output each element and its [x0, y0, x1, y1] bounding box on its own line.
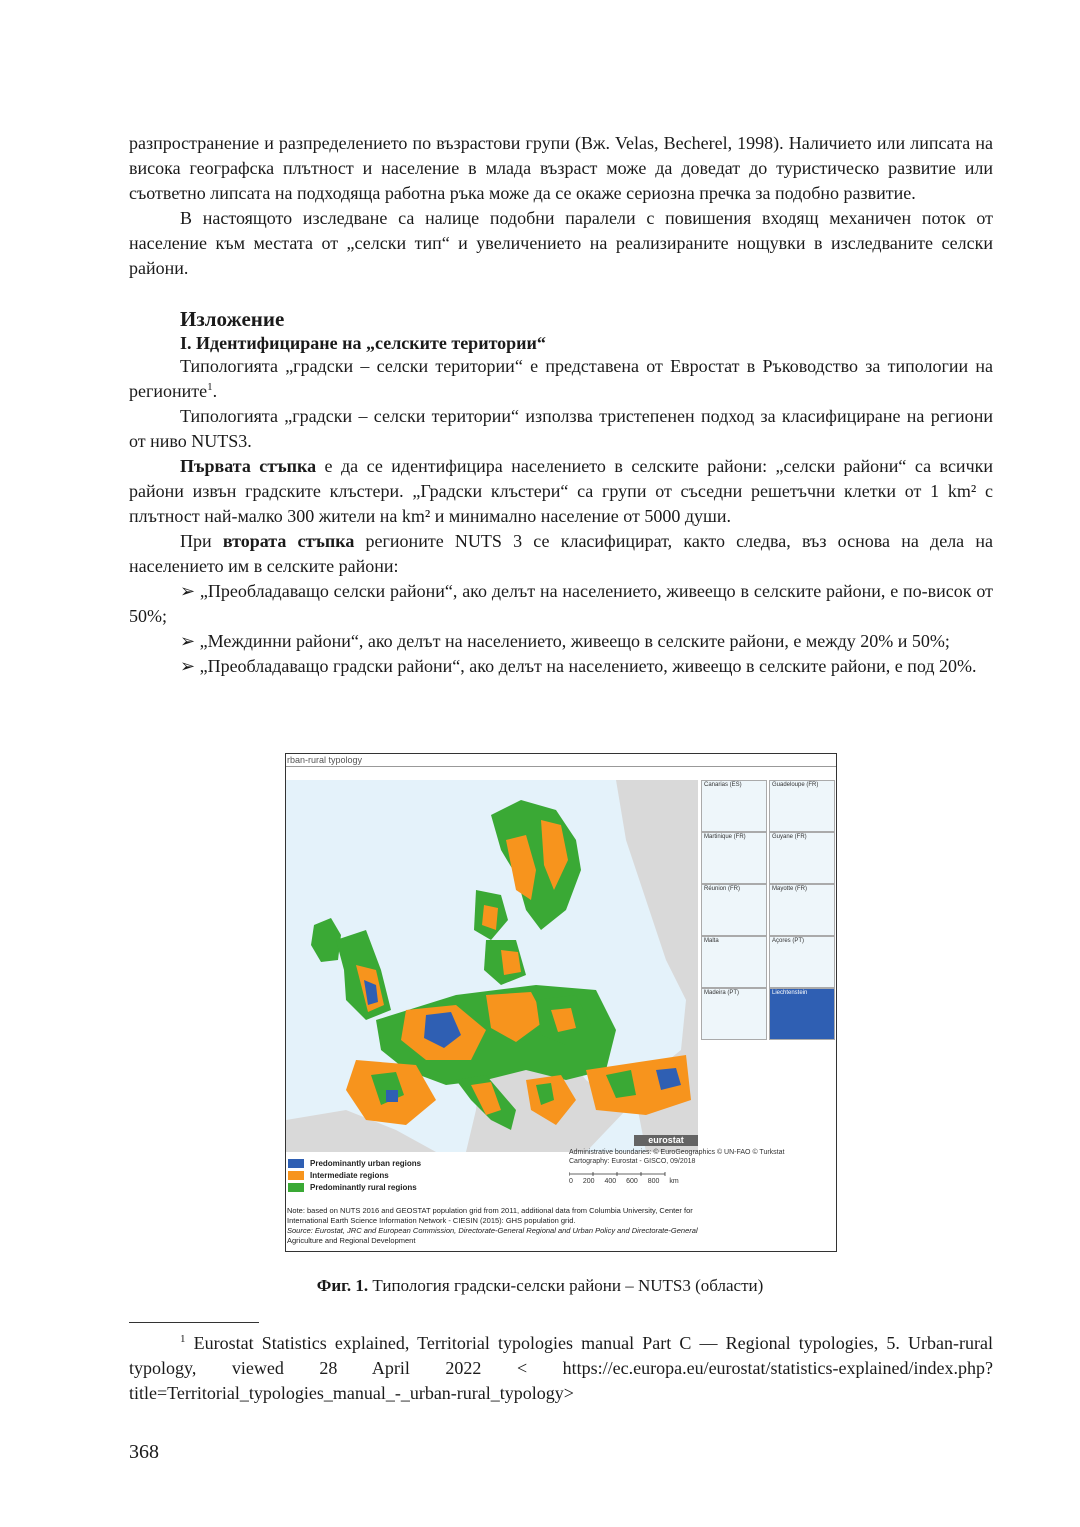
page-number: 368: [129, 1441, 159, 1463]
section-heading: Изложение: [180, 307, 285, 331]
map-insets: [701, 780, 835, 1042]
footnote-ref: 1: [207, 381, 213, 393]
paragraph-6: При втората стъпка регионите NUTS 3 се класифицират, както следва, въз основа на дела на населението им в селските райони:: [129, 531, 993, 576]
footnote-separator: [129, 1322, 259, 1323]
figure-title: rban-rural typology: [287, 755, 363, 765]
inset-reunion: Réunion (FR): [701, 884, 767, 936]
legend-urban: Predominantly urban regions: [288, 1159, 421, 1168]
subsection-heading: I. Идентифициране на „селските територии“: [180, 333, 546, 353]
paragraph-2: В настоящото изследване са налице подобни паралели с повишения входящ механичен поток от население към местата от „селски тип“ и увеличението на реализираните нощувки в изследваните селски райони.: [129, 208, 993, 278]
paragraph-3: Типологията „градски – селски територии“ е представена от Евростат в Ръководство за типологии на регионите$^1$.: [129, 356, 993, 401]
inset-acores: Açores (PT): [769, 936, 835, 988]
body-text: [129, 131, 993, 679]
bullet-urban: ➢ „Преобладаващо градски райони“, ако делът на населението, живеещо в селските райони, е под 20%.: [180, 656, 977, 676]
scale-labels: 0 200 400 600 800 km: [569, 1178, 679, 1185]
paragraph-1: разпространение и разпределението по възрастови групи (Вж. Velas, Becherel, 1998). Наличието или липсата на висока географска плътност и население в млада възраст може да доведат до туристическо развитие или съответно липсата на подходяща работна ръка може да се окаже сериозна пречка за подобно развитие.: [129, 133, 993, 203]
figure-note: Note: based on NUTS 2016 and GEOSTAT population grid from 2011, additional data from Columbia University, Center for International Earth Science Information Network - CIESIN (2015): GHS population grid. Source: Eurostat, JRC and European Commission, Directorate-General Regional and Urban Policy and Directorate-General Agriculture and Regional Development: [287, 1206, 698, 1245]
footnote: $^1$ Eurostat Statistics explained, Territorial typologies manual Part C — Regional typologies, 5. Urban-rural typology, viewed 28 April 2022 < https://ec.europa.eu/eurostat/statistics-explained/index.php?title=Territorial_typologies_manual_-_urban-rural_typology>: [129, 1333, 993, 1403]
paragraph-5: Първата стъпка е да се идентифицира населението в селските райони: „селски райони“ са всички райони извън градските клъстери. „Градски клъстери“ са групи от съседни решетъчни клетки от 1 km² с плътност най-малко 300 жители на km² и минимално население от 5000 души.: [129, 456, 993, 526]
eurostat-logo: eurostat: [634, 1135, 698, 1146]
legend-intermediate: Intermediate regions: [288, 1171, 389, 1180]
inset-canarias: Canarias (ES): [701, 780, 767, 832]
bullet-intermediate: ➢ „Междинни райони“, ако делът на населението, живеещо в селските райони, е между 20% и 50%;: [180, 631, 950, 651]
figure-caption: Фиг. 1. Типология градски-селски райони – NUTS3 (области): [316, 1276, 764, 1295]
inset-martinique: Martinique (FR): [701, 832, 767, 884]
inset-malta: Malta: [701, 936, 767, 988]
urban-rural-map-figure: [285, 753, 837, 1252]
inset-guyane: Guyane (FR): [769, 832, 835, 884]
legend-rural: Predominantly rural regions: [288, 1183, 417, 1192]
inset-mayotte: Mayotte (FR): [769, 884, 835, 936]
inset-liechtenstein: Liechtenstein: [769, 988, 835, 1040]
europe-map: [286, 780, 698, 1152]
paragraph-4: Типологията „градски – селски територии“ използва тристепенен подход за класифициране на региони от ниво NUTS3.: [129, 406, 993, 451]
inset-madeira: Madeira (PT): [701, 988, 767, 1040]
inset-guadeloupe: Guadeloupe (FR): [769, 780, 835, 832]
bullet-rural: ➢ „Преобладаващо селски райони“, ако делът на населението, живеещо в селските райони, е по-висок от 50%;: [129, 581, 993, 626]
map-credits: Administrative boundaries: © EuroGeographics © UN-FAO © Turkstat Cartography: Eurostat - GISCO, 09/2018: [569, 1149, 785, 1165]
